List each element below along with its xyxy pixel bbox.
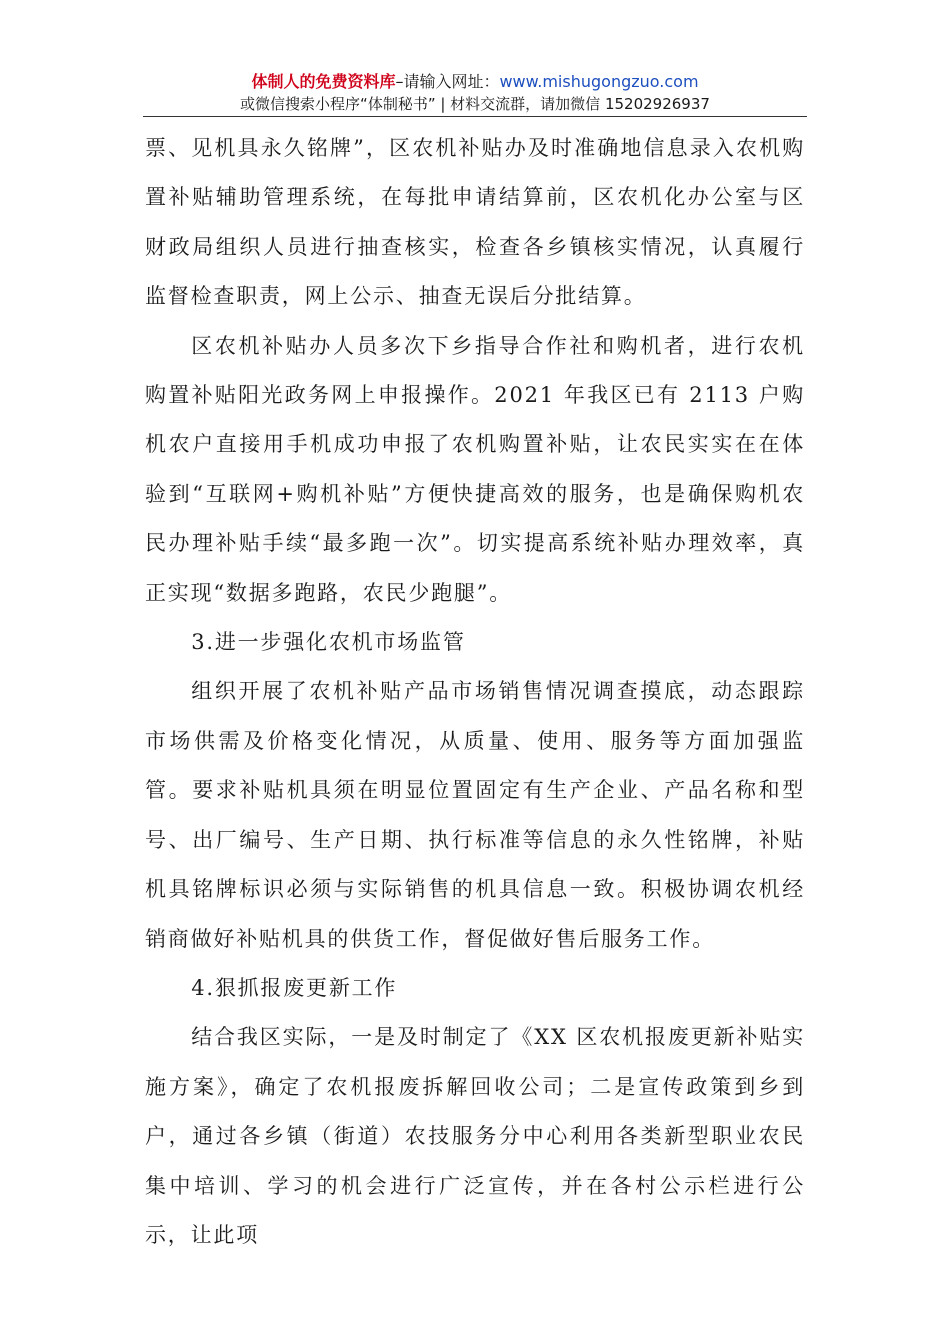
page-header (143, 72, 807, 114)
paragraph-continuation: 票、见机具永久铭牌”，区农机补贴办及时准确地信息录入农机购置补贴辅助管理系统，在每批申请结算前，区农机化办公室与区财政局组织人员进行抽查核实，检查各乡镇核实情况，认真履行监督检查职责，网上公示、抽查无误后分批结算。 (145, 136, 805, 309)
paragraph: 区农机补贴办人员多次下乡指导合作社和购机者，进行农机购置补贴阳光政务网上申报操作。2021 年我区已有 2113 户购机农户直接用手机成功申报了农机购置补贴，让农民实实在在体验到“互联网+购机补贴”方便快捷高效的服务，也是确保购机农民办理补贴手续“最多跑一次”。切实提高系统补贴办理效率，真正实现“数据多跑路，农民少跑腿”。 (145, 333, 805, 605)
section-heading: 3.进一步强化农机市场监管 (191, 630, 466, 655)
header-prompt: –请输入网址： (395, 72, 500, 91)
paragraph: 组织开展了农机补贴产品市场销售情况调查摸底，动态跟踪市场供需及价格变化情况，从质量、使用、服务等方面加强监管。要求补贴机具须在明显位置固定有生产企业、产品名称和型号、出厂编号、生产日期、执行标准等信息的永久性铭牌，补贴机具铭牌标识必须与实际销售的机具信息一致。积极协调农机经销商做好补贴机具的供货工作，督促做好售后服务工作。 (145, 679, 805, 951)
section-heading: 4.狠抓报废更新工作 (191, 975, 398, 1000)
header-contact-line: 或微信搜索小程序“体制秘书” | 材料交流群，请加微信 15202926937 (240, 95, 710, 113)
header-url-link[interactable]: www.mishugongzuo.com (499, 72, 699, 91)
header-divider (143, 116, 807, 117)
document-body (145, 124, 805, 1260)
header-banner (143, 72, 807, 92)
header-brand: 体制人的免费资料库 (251, 72, 396, 91)
paragraph: 结合我区实际，一是及时制定了《XX 区农机报废更新补贴实施方案》，确定了农机报废拆解回收公司；二是宣传政策到乡到户，通过各乡镇（街道）农技服务分中心利用各类新型职业农民集中培训、学习的机会进行广泛宣传，并在各村公示栏进行公示，让此项 (145, 1025, 805, 1247)
